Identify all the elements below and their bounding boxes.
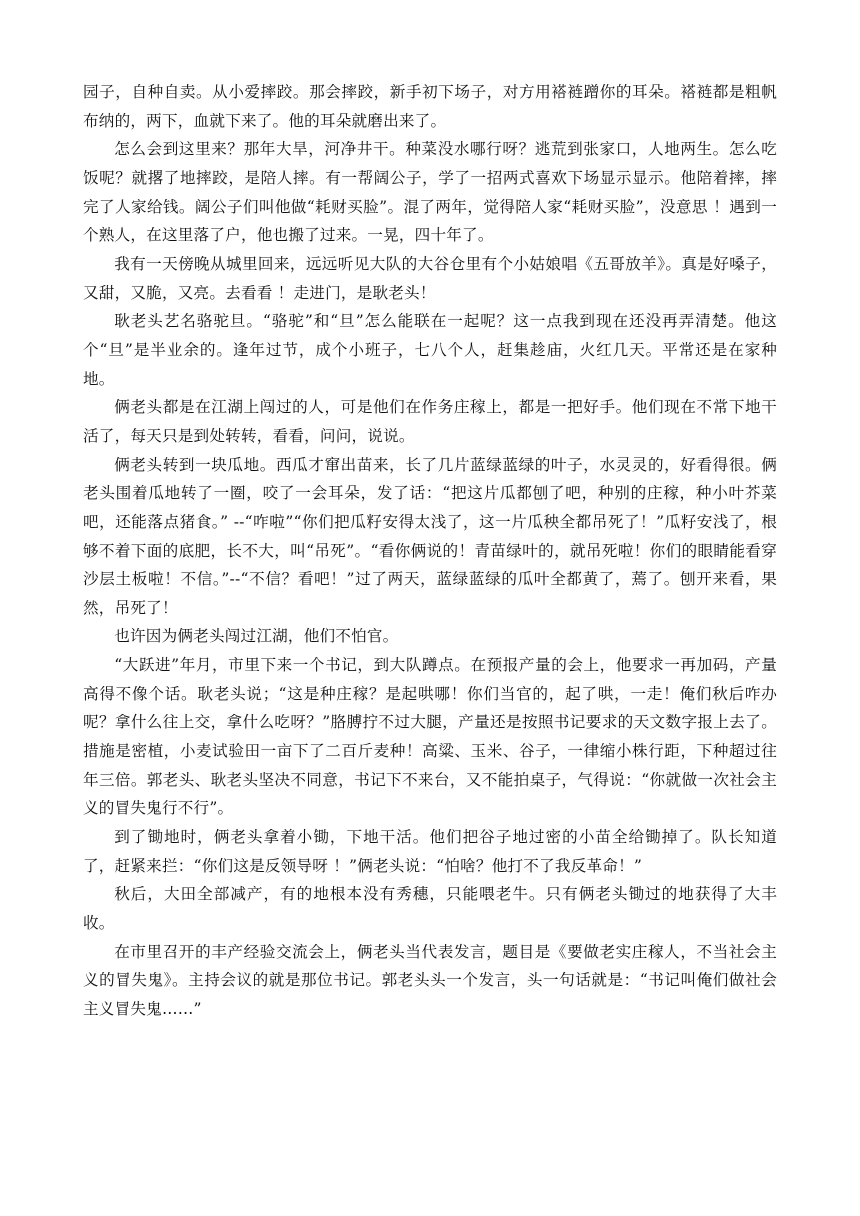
paragraph: 我有一天傍晚从城里回来，远远听见大队的大谷仓里有个小姑娘唱《五哥放羊》。真是好嗓子，又甜，又脆，又亮。去看看 ！走进门，是耿老头！ — [83, 254, 777, 302]
paragraph: 也许因为俩老头闯过江湖，他们不怕官。 — [114, 627, 399, 646]
document-body — [83, 78, 777, 1024]
paragraph-continued: 园子，自种自卖。从小爱摔跤。那会摔跤，新手初下场子，对方用褡裢蹭你的耳朵。褡裢都是粗帆布纳的，两下，血就下来了。他的耳朵就磨出来了。 — [83, 83, 777, 130]
paragraph: 到了锄地时，俩老头拿着小锄，下地干活。他们把谷子地过密的小苗全给锄掉了。队长知道了，赶紧来拦：“你们这是反领导呀 ！”俩老头说：“怕啥？他打不了我反革命！” — [83, 828, 777, 875]
paragraph: 秋后，大田全部减产，有的地根本没有秀穗，只能喂老牛。只有俩老头锄过的地获得了大丰收。 — [83, 885, 777, 933]
paragraph: 怎么会到这里来？那年大旱，河净井干。种菜没水哪行呀？逃荒到张家口，人地两生。怎么吃饭呢？就撂了地摔跤，是陪人摔。有一帮阔公子，学了一招两式喜欢下场显示显示。他陪着摔，摔完了人家给钱。阔公子们叫他做“耗财买脸”。混了两年，觉得陪人家“耗财买脸”，没意思 ！遇到一个熟人，在这里落了户，他也搬了过来。一晃，四十年了。 — [83, 140, 777, 245]
paragraph: 俩老头转到一块瓜地。西瓜才窜出苗来，长了几片蓝绿蓝绿的叶子，水灵灵的，好看得很。俩老头围着瓜地转了一圈，咬了一会耳朵，发了话：“把这片瓜都刨了吧，种别的庄稼，种小叶芥菜吧，还能落点猪食。” --“咋啦”“你们把瓜籽安得太浅了，这一片瓜秧全都吊死了！”瓜籽安浅了，根够不着下面的底肥，长不大，叫“吊死”。“看你俩说的！青苗绿叶的，就吊死啦！你们的眼睛能看穿沙层土板啦！不信。”--“不信？看吧！”过了两天，蓝绿蓝绿的瓜叶全都黄了，蔫了。刨开来看，果然，吊死了！ — [83, 455, 777, 617]
paragraph: 俩老头都是在江湖上闯过的人，可是他们在作务庄稼上，都是一把好手。他们现在不常下地干活了，每天只是到处转转，看看，问问，说说。 — [83, 398, 777, 445]
paragraph: “大跃进”年月，市里下来一个书记，到大队蹲点。在预报产量的会上，他要求一再加码，产量高得不像个话。耿老头说；“这是种庄稼？是起哄哪！你们当官的，起了哄，一走！俺们秋后咋办呢？拿什么往上交，拿什么吃呀？”胳膊拧不过大腿，产量还是按照书记要求的天文数字报上去了。措施是密植，小麦试验田一亩下了二百斤麦种！高粱、玉米、谷子，一律缩小株行距，下种超过往年三倍。郭老头、耿老头坚决不同意，书记下不来台，又不能拍桌子，气得说：“你就做一次社会主义的冒失鬼行不行”。 — [83, 656, 777, 818]
paragraph: 耿老头艺名骆驼旦。“骆驼”和“旦”怎么能联在一起呢？这一点我到现在还没再弄清楚。他这个“旦”是半业余的。逢年过节，成个小班子，七八个人，赶集趁庙，火红几天。平常还是在家种地。 — [83, 312, 777, 388]
paragraph: 在市里召开的丰产经验交流会上，俩老头当代表发言，题目是《要做老实庄稼人，不当社会主义的冒失鬼》。主持会议的就是那位书记。郭老头头一个发言，头一句话就是：“书记叫俺们做社会主义冒失鬼……” — [83, 942, 777, 1018]
